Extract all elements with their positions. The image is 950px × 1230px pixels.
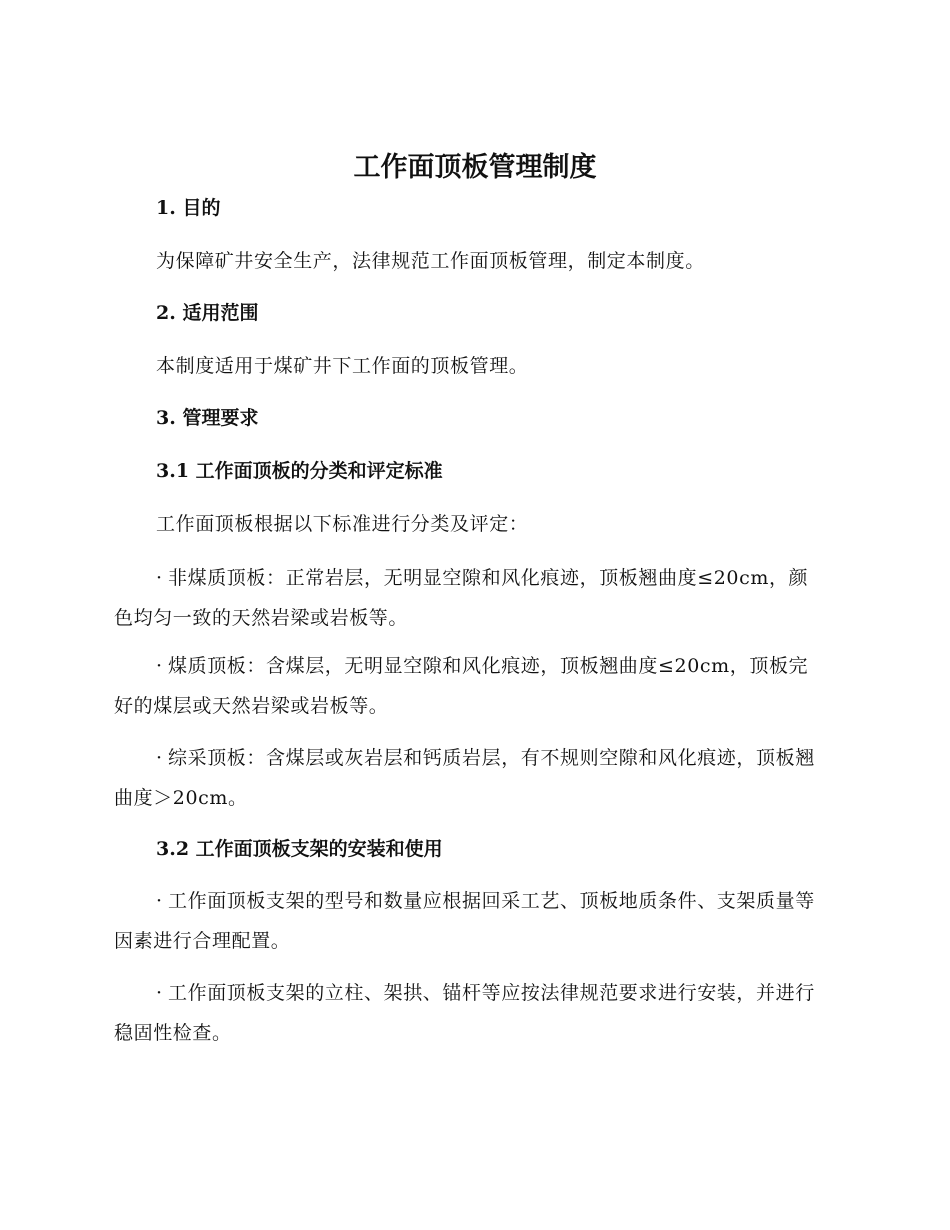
list-item <box>114 646 826 726</box>
bullet-icon: · <box>156 655 163 677</box>
bullet-icon: · <box>156 567 163 589</box>
bullet-icon: · <box>156 747 163 769</box>
list-item-text: 工作面顶板支架的型号和数量应根据回采工艺、顶板地质条件、支架质量等因素进行合理配置。 <box>114 890 815 952</box>
list-item-text: 工作面顶板支架的立柱、架拱、锚杆等应按法律规范要求进行安装，并进行稳固性检查。 <box>114 982 815 1044</box>
list-item <box>114 881 826 961</box>
bullet-icon: · <box>156 890 163 912</box>
section-3-heading: 3. 管理要求 <box>156 407 259 429</box>
list-item <box>114 973 826 1053</box>
section-3-2-heading: 3.2 工作面顶板支架的安装和使用 <box>156 838 443 860</box>
bullet-icon: · <box>156 982 163 1004</box>
section-1-text: 为保障矿井安全生产，法律规范工作面顶板管理，制定本制度。 <box>156 250 705 272</box>
section-3-1-heading: 3.1 工作面顶板的分类和评定标准 <box>156 460 443 482</box>
list-item-text: 煤质顶板：含煤层，无明显空隙和风化痕迹，顶板翘曲度≤20cm，顶板完好的煤层或天然岩梁或岩板等。 <box>114 655 809 717</box>
list-item <box>114 558 826 638</box>
section-1-heading: 1. 目的 <box>156 197 221 219</box>
section-3-1-intro: 工作面顶板根据以下标准进行分类及评定： <box>156 513 529 535</box>
section-2-heading: 2. 适用范围 <box>156 302 259 324</box>
section-2-text: 本制度适用于煤矿井下工作面的顶板管理。 <box>156 355 529 377</box>
list-item <box>114 738 826 818</box>
list-item-text: 非煤质顶板：正常岩层，无明显空隙和风化痕迹，顶板翘曲度≤20cm，颜色均匀一致的天然岩梁或岩板等。 <box>114 567 809 629</box>
document-title: 工作面顶板管理制度 <box>353 152 597 183</box>
list-item-text: 综采顶板：含煤层或灰岩层和钙质岩层，有不规则空隙和风化痕迹，顶板翘曲度＞20cm。 <box>114 747 815 809</box>
